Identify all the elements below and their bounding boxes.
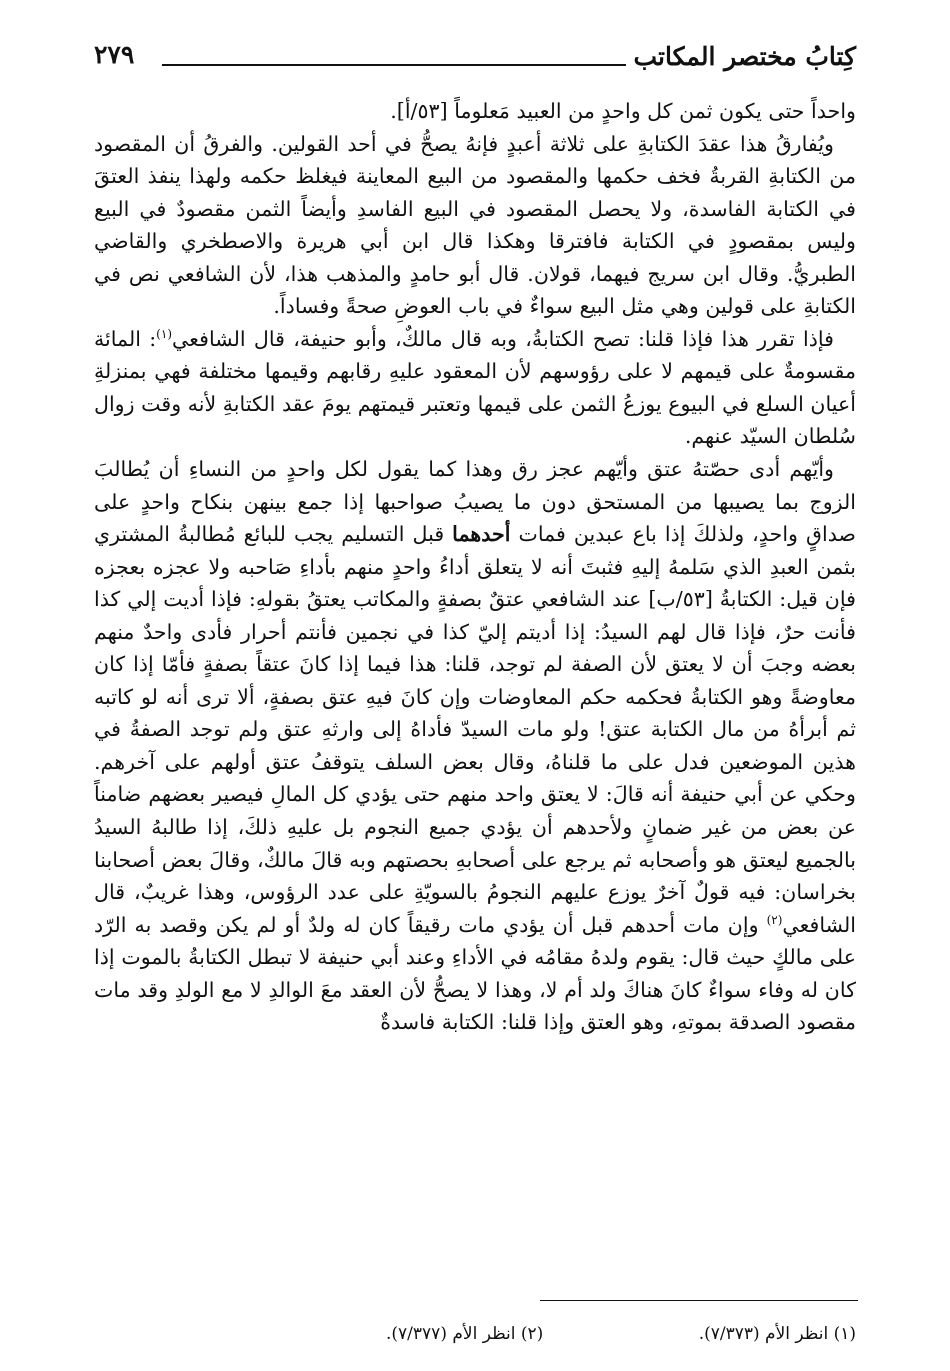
- paragraph-4-part-b: قبل التسليم يجب للبائع مُطالبةُ المشتري بثمن العبدِ الذي سَلمهُ إليهِ فثبتَ أنه لا يتعلق أداءُ واحدٍ منهم بأداءِ صَاحبه ولا عجزه بعجزه فإن قيل: الكتابةُ [٥٣/ب] عند الشافعي عتقٌ بصفةٍ والمكاتب يعتقُ بقولهِ: فإذا أديت إلي كذا فأنت حرٌ، فإذا قال لهم السيدُ: إذا أديتم إليّ كذا في نجمين فأنتم أحرار فأدى واحدٌ منهم بعضه وجبَ أن لا يعتق لأن الصفة لم توجد، قلنا: هذا فيما إذا كانَ عتقاً بصفةٍ فأمّا إذا كان معاوضةً وهو الكتابةُ فحكمه حكم المعاوضات وإن كانَ فيهِ عتق بصفةٍ، ألا ترى أنه لو كاتبه ثم أبرأهُ من مال الكتابة عتق! ولو مات السيدّ فأداهُ إلى وارثهِ عتق ولم توجد الصفةُ في هذين الموضعين فدل على ما قلناهُ، وقال بعض السلف يتوقفُ عتق أولهم على آخرهم. وحكي عن أبي حنيفة أنه قالَ: لا يعتق واحد منهم حتى يؤدي كل المالِ فيصير بعضهم ضامناً عن بعض من غير ضمانٍ ولأحدهم أن يؤدي جميع النجوم بل عليهِ ذلكَ، إذا طالبهُ السيدُ بالجميع ليعتق هو وأصحابه ثم يرجع على أصحابهِ بحصتهم وبه قالَ مالكٌ، وقالَ بعض أصحابنا بخراسان: فيه قولٌ آخرٌ يوزع عليهم النجومُ بالسويّةِ على عدد الرؤوس، وهذا غريبٌ، قال الشافعي: [94, 522, 857, 937]
- footnotes: [94, 1322, 856, 1346]
- page-header: [94, 36, 856, 88]
- footnote-rule: [540, 1300, 858, 1301]
- paragraph-2: ويُفارقُ هذا عقدَ الكتابةِ على ثلاثة أعبدٍ فإنهُ يصحُّ في أحد القولين. والفرقُ أن المقصود من الكتابةِ القربةُ فخف حكمها والمقصود من البيع المعاينة فيغلظ حكمه ولهذا ينفذ العتقَ في الكتابة الفاسدة، ولا يحصل المقصود في البيع الفاسدِ وأيضاً الثمن مقصودٌ في البيع وليس بمقصودٍ في الكتابة فافترقا وهكذا قال ابن أبي هريرة والاصطخري والقاضي الطبريُّ. وقال ابن سريج فيهما، قولان. قال أبو حامدٍ والمذهب هذا، لأن الشافعي نص في الكتابةِ على قولين وهي مثل البيع سواءٌ في باب العوضِ صحةً وفساداً.: [94, 131, 856, 319]
- footnote-ref-1: (١): [156, 326, 172, 341]
- footnote-1: (١) انظر الأم (٧/٣٧٣).: [698, 1324, 856, 1344]
- paragraph-3: [94, 323, 856, 453]
- running-title: كِتابُ مختصر المكاتب: [633, 42, 856, 71]
- paragraph-4-part-c: وإن مات أحدهم قبل أن يؤدي مات رقيقاً كان له ولدٌ أو لم يكن وقصد به الرّد على مالكٍ حيث قال: يقوم ولدهُ مقامُه في الأداءِ وعند أبي حنيفة لا تبطل الكتابةُ بالموت إذا كان له وفاء سواءٌ كانَ هناكَ ولد أم لا، وهذا لا يصحُّ لأن العقد معَ الوالدِ لا مع الولدِ وقد مات مقصود الصدقة بموتهِ، وهو العتق وإذا قلنا: الكتابة فاسدةٌ: [94, 912, 856, 1035]
- main-text: [94, 95, 856, 1039]
- footnote-ref-2: (٢): [766, 912, 783, 927]
- header-rule: [162, 64, 626, 66]
- paragraph-4-part-a: وأيّهم أدى حصّتهُ عتق وأيّهم عجز رق وهذا كما يقول لكل واحدٍ من النساءِ أن يُطالبَ الزوج بما يصيبها من المستحق دون ما يصيبُ صواحبها إذا جمع بينهن بنكاح واحدٍ على صداقٍ واحدٍ، ولذلكَ إذا باع عبدين فمات: [94, 457, 856, 547]
- paragraph-4: [94, 453, 856, 1039]
- footnote-2: (٢) انظر الأم (٧/٣٧٧).: [386, 1324, 544, 1344]
- page-number: ٢٧٩: [94, 40, 135, 69]
- paragraph-1: واحداً حتى يكون ثمن كل واحدٍ من العبيد مَعلوماً [٥٣/أ].: [390, 99, 856, 123]
- bold-term: أحدهما: [452, 522, 511, 547]
- paragraph-3-part-a: فإذا تقرر هذا فإذا قلنا: تصح الكتابةُ، وبه قال مالكٌ، وأبو حنيفة، قال الشافعي: [172, 326, 835, 351]
- paragraph-3-part-b: : المائة مقسومةٌ على قيمهم لا على رؤوسهم لأن المعقود عليهِ رقابهم وقيمها مختلفة فهي بمنزلةِ أعيان السلع في البيوع يوزعُ الثمن على قيمها وتعتبر قيمتهم يومَ عقد الكتابةِ لأنه وقت زوال سُلطان السيّد عنهم.: [94, 326, 856, 449]
